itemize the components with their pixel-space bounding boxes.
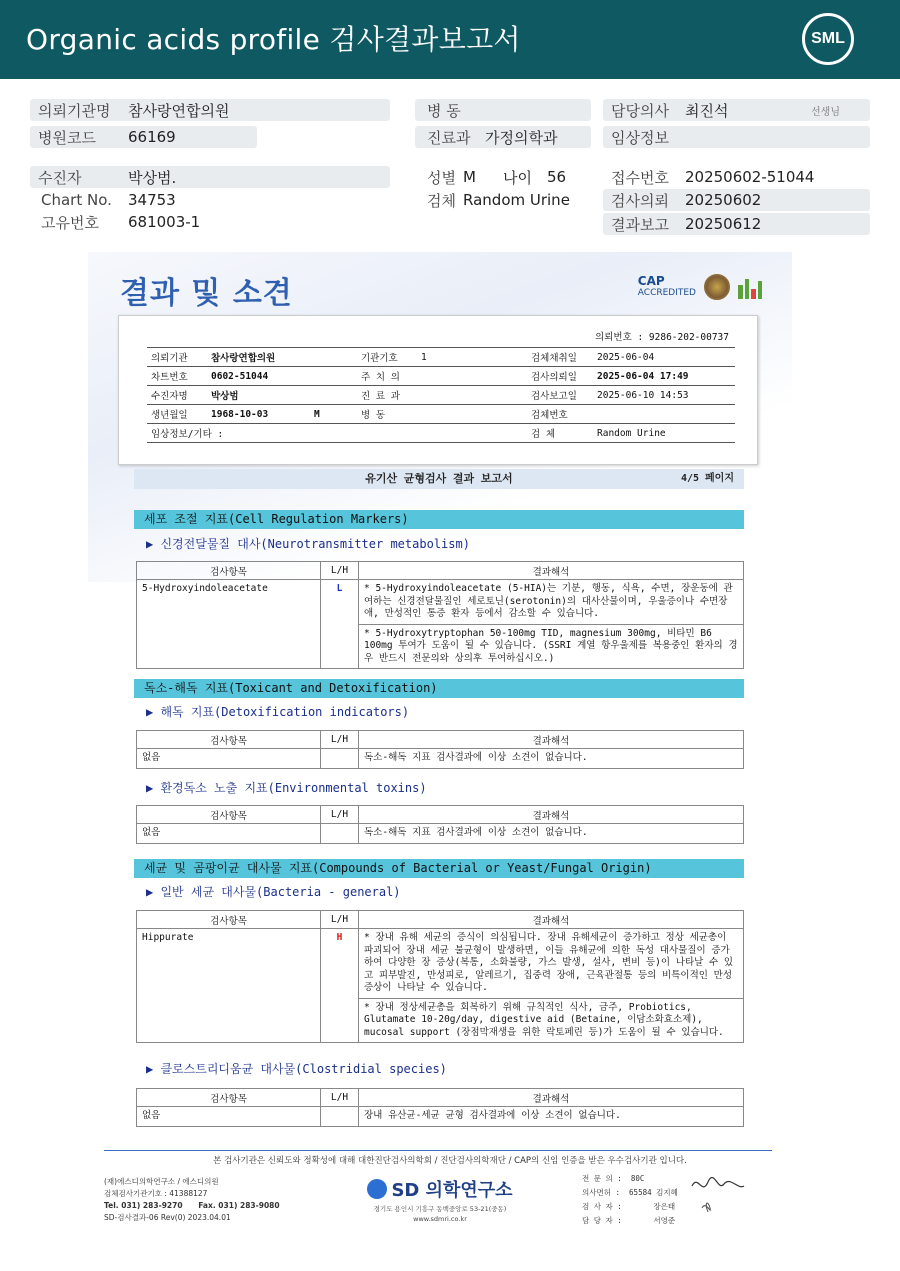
footer-signatories: 전 문 의 : 80C 의사면허 : 65584 김지혜 검 사 자 : 장은태 담 당 자 : 서영준 [582,1174,678,1225]
receipt-label: 접수번호 [611,168,669,187]
hospital-code-label: 병원코드 [38,128,96,147]
report-page [88,252,792,1132]
footer-brand [360,1176,520,1224]
institution-row [30,99,390,121]
seal-icon [704,274,730,300]
report-title-bar [134,469,744,489]
age-value: 56 [547,168,567,186]
page-number: 4/5 페이지 [680,473,734,484]
signature-icon [688,1172,748,1222]
doctor-suffix: 선생님 [811,106,840,118]
report-label: 결과보고 [611,215,669,234]
patient-label: 수진자 [38,168,82,187]
receipt-row [603,166,870,188]
table-row: * 5-Hydroxytryptophan 50-100mg TID, magnesium 300mg, 비타민 B6 100mg 투여가 도움이 될 수 있습니다. (SSRI 계열 항우울제를 복용중인 환자의 경우 반드시 전문의와 상의후 투여하십시오.) [137,624,744,669]
chart-row [30,189,390,211]
subsection-clostridial: ▶ 클로스트리디움균 대사물(Clostridial species) [146,1062,447,1076]
table-header-row: 검사항목 L/H 결과해석 [137,1089,744,1107]
doctor-row [603,99,870,121]
sd-logo: SD 의학연구소 [360,1176,520,1202]
footer-lab-info: (재)에스디의학연구소 / 에스디의원 검체검사기관기호 : 41388127 Tel. 031) 283-9270 Fax. 031) 283-9080 SD-검사결과-06 Rev(0) 2023.04.01 [104,1177,280,1222]
subsection-detox: ▶ 해독 지표(Detoxification indicators) [146,705,410,719]
table-row: 임상정보/기타 : 검 체 Random Urine [147,424,735,443]
detox-result-table [136,730,744,769]
ward-label: 병 동 [427,101,461,120]
hospital-code-row [30,126,257,148]
table-row: 생년월일 1968-10-03 M 병 동 검체번호 [147,405,735,424]
request-value: 20250602 [685,191,762,209]
bacteria-result-table [136,910,744,1043]
section-cell-regulation: 세포 조절 지표(Cell Regulation Markers) [134,510,744,529]
institution-label: 의뢰기관명 [38,101,111,120]
report-value: 20250612 [685,215,762,233]
footer-divider [104,1150,772,1151]
page-title: Organic acids profile 검사결과보고서 [26,23,521,56]
report-date-row [603,213,870,235]
table-row: * 장내 정상세균총을 회복하기 위해 규칙적인 식사, 금주, Probiotics, Glutamate 10-20g/day, digestive aid (Betaine, 이담소화효소제), mucosal support (장점막재생을 위한 락토페린 등)가 도움이 될 수 있습니다. [137,998,744,1043]
specimen-label: 검체 [427,191,456,210]
cap-logo: CAP ACCREDITED [637,274,696,298]
unique-label: 고유번호 [41,213,99,232]
table-row: 수진자명 박상범 진 료 과 검사보고일 2025-06-10 14:53 [147,386,735,405]
clostridial-result-table [136,1088,744,1127]
age-label: 나이 [503,168,532,187]
table-header-row: 검사항목 L/H 결과해석 [137,731,744,749]
banner-title: 결과 및 소견 [120,276,293,311]
table-row: 없음 장내 유산균-세균 균형 검사결과에 이상 소견이 없습니다. [137,1107,744,1127]
sex-age-row [415,166,591,188]
patient-row [30,166,390,188]
sd-logo-icon [367,1179,387,1199]
report-title: 유기산 균형검사 결과 보고서 [365,472,513,485]
request-label: 검사의뢰 [611,191,669,210]
sml-logo [802,13,854,65]
table-row: 의뢰기관 참사랑연합의원 기관기호 1 검체채취일 2025-06-04 [147,348,735,367]
header-bar [0,0,900,79]
institution-value: 참사랑연합의원 [128,101,230,120]
table-header-row: 검사항목 L/H 결과해석 [137,806,744,824]
section-bacterial: 세균 및 곰팡이균 대사물 지표(Compounds of Bacterial or Yeast/Fungal Origin) [134,859,744,878]
patient-value: 박상범. [128,168,177,187]
subsection-bacteria-general: ▶ 일반 세균 대사물(Bacteria - general) [146,885,401,899]
dept-value: 가정의학과 [485,128,558,147]
neuro-result-table [136,561,744,669]
doctor-value: 최진석 [685,101,729,120]
request-info-table [147,347,735,443]
request-number: 의뢰번호 : 9286-202-00737 [595,332,729,343]
table-row: Hippurate H * 장내 유해 세균의 증식이 의심됩니다. 장내 유해세균이 증가하고 정상 세균총이 파괴되어 장내 세균 불균형이 발생하면, 이들 유해균에 의한 독성 대사물질이 증가하여 다양한 장 증상(복통, 소화불량, 가스 발생, 설사, 변비 등)이 나타날 수 있고 피부발진, 만성피로, 알레르기, 집중력 장애, 근육관절통 등의 비특이적인 만성증상이 나타날 수 있습니다. [137,929,744,999]
table-row: 없음 독소-해독 지표 검사결과에 이상 소견이 없습니다. [137,749,744,769]
li-logo-icon [738,275,762,299]
request-row [603,189,870,211]
table-row: 없음 독소-해독 지표 검사결과에 이상 소견이 없습니다. [137,824,744,844]
ward-row [415,99,591,121]
section-toxicant: 독소-해독 지표(Toxicant and Detoxification) [134,679,744,698]
chart-label: Chart No. [41,191,112,209]
clinical-row [603,126,870,148]
dept-label: 진료과 [427,128,471,147]
table-row: 5-Hydroxyindoleacetate L * 5-Hydroxyindoleacetate (5-HIA)는 기분, 행동, 식욕, 수면, 장운동에 관여하는 신경전달물질인 세로토닌(serotonin)의 대사산물이며, 우울증이나 수면장애, 만성적인 통증 환자 등에서 감소할 수 있습니다. [137,580,744,625]
unique-value: 681003-1 [128,213,201,231]
env-result-table [136,805,744,844]
specimen-row [415,189,591,211]
table-header-row: 검사항목 L/H 결과해석 [137,911,744,929]
dept-row [415,126,591,148]
chart-value: 34753 [128,191,176,209]
doctor-label: 담당의사 [611,101,669,120]
hospital-code-value: 66169 [128,128,176,146]
table-row: 차트번호 0602-51044 주 치 의 검사의뢰일 2025-06-04 17:49 [147,367,735,386]
request-info-box [118,315,758,465]
cert-logos [638,274,762,300]
footer-address: 경기도 용인시 기흥구 동백중앙로 53-21(중동) www.sdmri.co.kr [373,1205,507,1223]
sex-label: 성별 [427,168,456,187]
subsection-neurotransmitter: ▶ 신경전달물질 대사(Neurotransmitter metabolism) [146,537,470,551]
clinical-label: 임상정보 [611,128,669,147]
table-header-row: 검사항목 L/H 결과해석 [137,562,744,580]
logo-text: SML [811,30,845,47]
footer-note: 본 검사기관은 신뢰도와 정확성에 대해 대한진단검사의학회 / 진단검사의학재단 / CAP의 신임 인증을 받은 우수검사기관 입니다. [213,1156,687,1166]
unique-row [30,211,390,233]
receipt-value: 20250602-51044 [685,168,815,186]
subsection-environmental: ▶ 환경독소 노출 지표(Environmental toxins) [146,781,427,795]
sex-value: M [463,168,476,186]
specimen-value: Random Urine [463,191,570,209]
